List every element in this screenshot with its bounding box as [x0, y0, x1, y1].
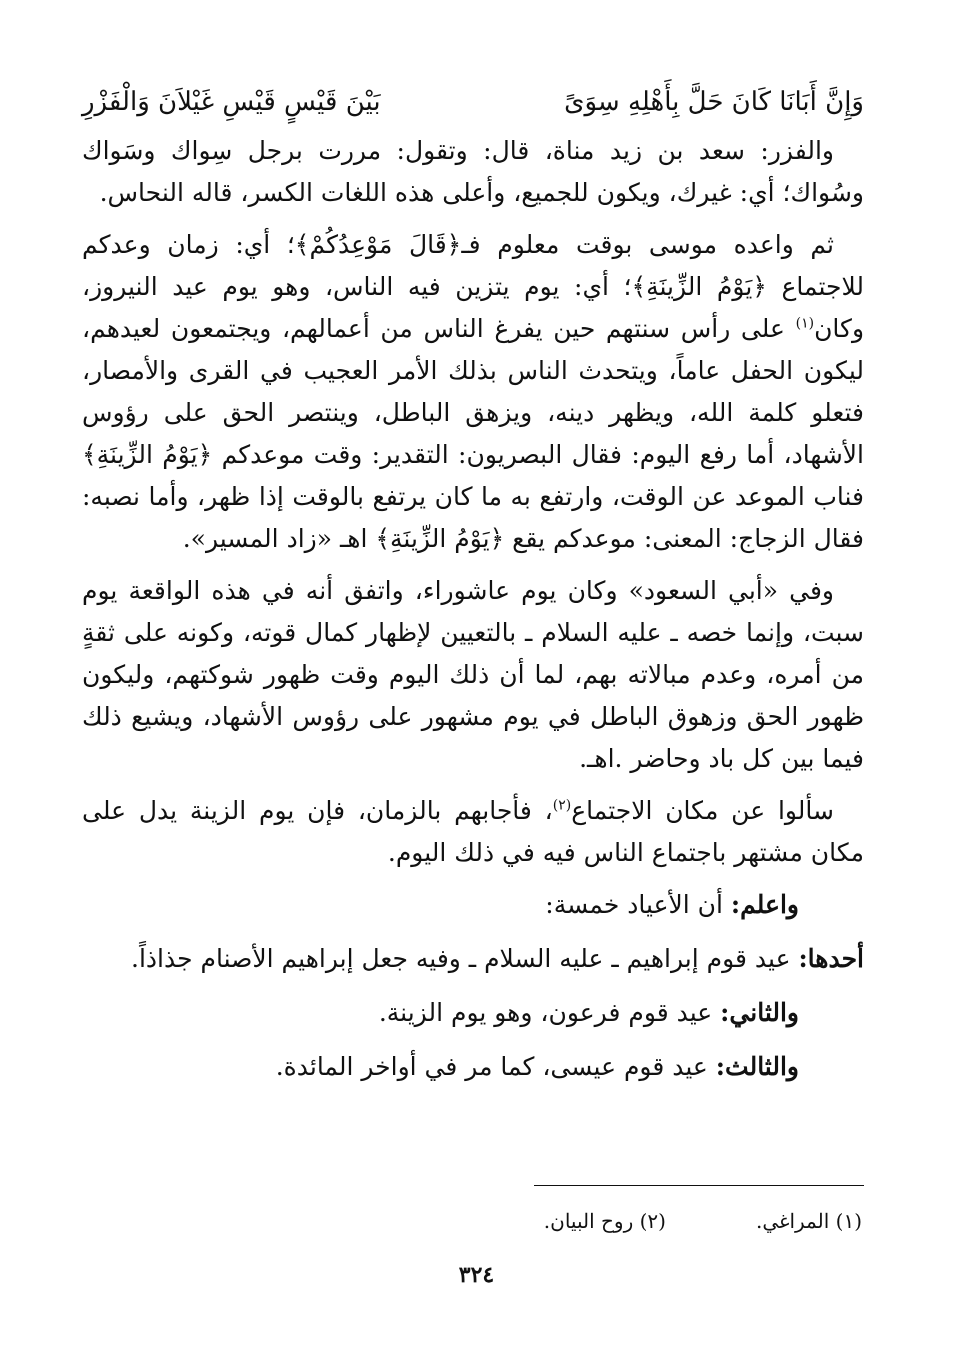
paragraph-4-rest: ، فأجابهم بالزمان، فإن يوم الزينة يدل على مكان مشتهر باجتماع الناس فيه في ذلك اليوم.	[82, 796, 864, 867]
list-intro-text: أن الأعياد خمسة:	[545, 890, 723, 919]
list-intro	[82, 884, 864, 926]
footnote-ref-2[interactable]: (٢)	[552, 797, 572, 814]
poem-hemistich-left: بَيْنَ قَيْسٍ قَيْسِ غَيْلاَنَ وَالْفَزْرِ	[82, 87, 381, 117]
paragraph-3: وفي «أبي السعود» وكان يوم عاشوراء، واتفق أنه في هذه الواقعة يوم سبت، وإنما خصه ـ عليه السلام ـ بالتعيين لإظهار كمال قوته، وكونه على ثقةٍ من أمره، وعدم مبالاته بهم، لما أن ذلك اليوم وقت ظهور شوكتهم، وليكون ظهور الحق وزهوق الباطل في يوم مشهور على رؤوس الأشهاد، ويشيع ذلك فيما بين كل باد وحاضر .اهـ.	[82, 576, 864, 773]
footnote-text: المراغي.	[755, 1209, 830, 1233]
paragraph-4	[82, 790, 864, 874]
footnote-number: (٢)	[639, 1209, 666, 1233]
list-item-3	[82, 1046, 864, 1088]
list-item-label: أحدها:	[798, 944, 864, 973]
list-item-text: عيد قوم عيسى، كما مر في أواخر المائدة.	[275, 1052, 708, 1081]
footnote-number: (١)	[835, 1209, 862, 1233]
footnote-separator	[534, 1185, 864, 1186]
page-body	[82, 80, 864, 1100]
paragraph-1: والفزر: سعد بن زيد مناة، قال: وتقول: مررت برجل سِواك وسَواك وسُواك؛ أي: غيرك، ويكون للجميع، وأعلى هذه اللغات الكسر، قاله النحاس.	[82, 136, 864, 207]
paragraph-4-start: سألوا عن مكان الاجتماع	[571, 796, 834, 825]
footnote-1	[756, 1206, 862, 1236]
list-intro-label: واعلم:	[730, 890, 799, 919]
footnote-2	[544, 1206, 666, 1236]
list-item-1	[82, 938, 864, 980]
page-number: ٣٢٤	[458, 1262, 495, 1288]
list-item-label: والثاني:	[720, 998, 799, 1027]
footnotes	[82, 1186, 864, 1236]
poem-verse	[82, 80, 864, 124]
footnote-ref-1[interactable]: (١)	[795, 315, 815, 332]
list-item-2	[82, 992, 864, 1034]
paragraph-2	[82, 224, 864, 560]
list-item-text: عيد قوم إبراهيم ـ عليه السلام ـ وفيه جعل إبراهيم الأصنام جذاذاً.	[131, 944, 791, 973]
poem-hemistich-right: وَإِنَّ أَبَانَا كَانَ حَلَّ بِأَهْلِهِ سِوَىً	[564, 87, 864, 117]
paragraph-2-start: ثم واعده موسى بوقت معلوم فـ﴿قَالَ مَوْعِدُكُمْ﴾؛ أي: زمان وعدكم للاجتماع ﴿يَوْمُ الزِّينَةِ﴾؛ أي: يوم يتزين فيه الناس، وهو يوم عيد النيروز، وكان	[82, 230, 865, 343]
paragraph-2-rest: على رأس سنتهم حين يفرغ الناس من أعمالهم، ويجتمعون لعيدهم، ليكون الحفل عاماً، ويتحدث الناس بذلك الأمر العجيب في القرى والأمصار، فتعلو كلمة الله، ويظهر دينه، ويزهق الباطل، وينتصر الحق على رؤوس الأشهاد، أما رفع اليوم: فقال البصريون: التقدير: وقت موعدكم ﴿يَوْمُ الزِّينَةِ﴾ فناب الموعد عن الوقت، وارتفع به ما كان يرتفع بالوقت إذا ظهر، وأما نصبه: فقال الزجاج: المعنى: موعدكم يقع ﴿يَوْمُ الزِّينَةِ﴾ اهـ «زاد المسير».	[82, 314, 865, 553]
list-item-label: والثالث:	[715, 1052, 799, 1081]
list-item-text: عيد قوم فرعون، وهو يوم الزينة.	[378, 998, 713, 1027]
footnote-row	[82, 1186, 864, 1236]
footnote-text: روح البيان.	[543, 1209, 634, 1233]
